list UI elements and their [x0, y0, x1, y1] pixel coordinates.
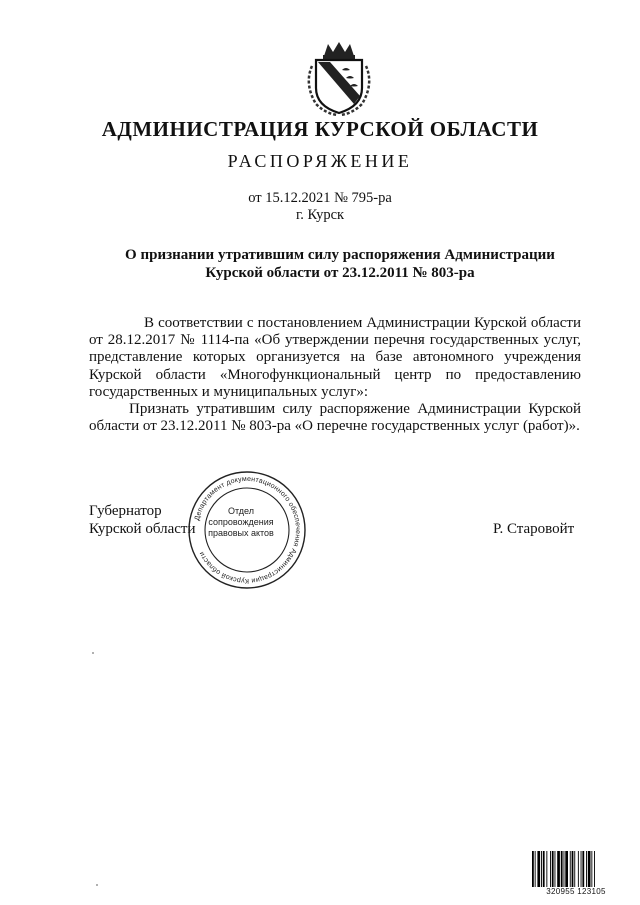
document-city: г. Курск: [295, 207, 345, 223]
document-type: РАСПОРЯЖЕНИЕ: [227, 151, 413, 171]
barcode-bar: [561, 851, 563, 887]
signer-name: Р. Старовойт: [493, 521, 575, 537]
barcode-bar: [555, 851, 556, 887]
signer-position-line-1: Губернатор: [89, 503, 162, 519]
barcode-bar: [543, 851, 545, 887]
scan-speck: [96, 884, 98, 886]
barcode-bar: [594, 851, 595, 887]
document-body: [89, 315, 581, 435]
barcode: [532, 851, 620, 889]
stamp-ring-text: Департамент документационного обеспечения Администрации Курской области: [193, 475, 302, 585]
document-subject: [90, 246, 590, 282]
barcode-bar: [574, 851, 575, 887]
barcode-bar: [535, 851, 536, 887]
barcode-bar: [572, 851, 574, 887]
barcode-bar: [532, 851, 534, 887]
barcode-number: 320955 123105: [546, 887, 606, 896]
signer-position-line-2: Курской области: [89, 521, 196, 537]
barcode-bar: [588, 851, 591, 887]
barcode-bar: [570, 851, 571, 887]
barcode-bar: [565, 851, 568, 887]
barcode-bar: [541, 851, 542, 887]
barcode-bar: [557, 851, 560, 887]
barcode-bar: [546, 851, 547, 887]
barcode-bar: [578, 851, 579, 887]
barcode-bar: [550, 851, 551, 887]
scan-speck: [92, 652, 94, 654]
coat-of-arms-emblem: [302, 40, 376, 116]
stamp-center-text: Отдел сопровождения правовых актов: [208, 506, 274, 538]
subject-line-1: О признании утратившим силу распоряжения Администрации: [125, 247, 555, 263]
barcode-bar: [552, 851, 554, 887]
barcode-bar: [582, 851, 584, 887]
body-paragraph-1: В соответствии с постановлением Администрации Курской области от 28.12.2017 № 1114-па «Об утверждении перечня государственных услуг, представление которых организуется на базе автономного учреждения Курской области «Многофункциональный центр по предоставлению государственных и муниципальных услуг»:: [89, 315, 581, 400]
barcode-bar: [564, 851, 565, 887]
barcode-bar: [537, 851, 540, 887]
signer-position: [89, 502, 195, 538]
organization-title: АДМИНИСТРАЦИЯ КУРСКОЙ ОБЛАСТИ: [101, 117, 539, 141]
body-paragraph-2: Признать утратившим силу распоряжение Администрации Курской области от 23.12.2011 № 803-ра «О перечне государственных услуг (работ)».: [89, 401, 581, 435]
barcode-bar: [581, 851, 582, 887]
barcode-bar: [586, 851, 587, 887]
barcode-bar: [591, 851, 592, 887]
document-date-number: от 15.12.2021 № 795-ра: [248, 190, 392, 206]
subject-line-2: Курской области от 23.12.2011 № 803-ра: [205, 265, 475, 281]
